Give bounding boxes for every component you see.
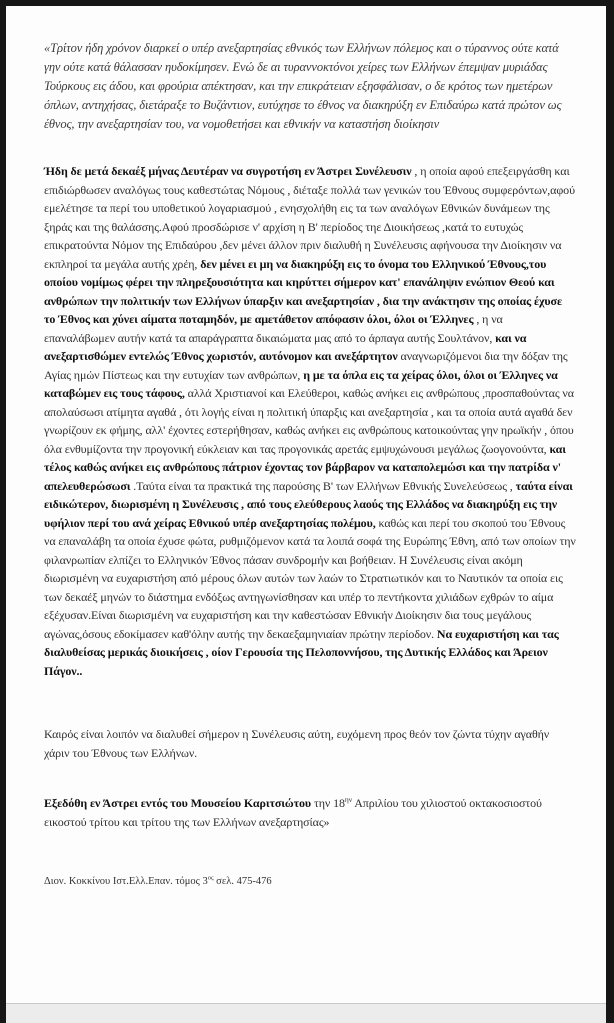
closing-paragraph bbox=[44, 725, 576, 762]
bottom-strip bbox=[6, 1003, 606, 1023]
text-run: καθώς και περί του σκοπού του Έθνους να επαναλάβη τα οποία έχυσε φώτα, ρυθμιζόμενον κατά τα λοιπά σοφά της Ευρώπης Έθνη, από των οποίων την φιλανρωπίαν ελπίζει το Ελληνικόν Έθνος πάσαν συνδρομήν και βοήθειαν. Η Συνέλευσις είναι ακόμη διωρισμένη να ευχαριστήση από μέρους όλων αυτών των λαών το Στρατιωτικόν και το Ναυτικόν τα οποία εις των δεκαέξ μηνών το διάστημα ενδόξως αντηγωνίσθησαν και υπέρ το πεντήκοντα χιλιάδων εχθρών το αίμα εξέχυσαν.Είναι διωρισμένη να ευχαριστήση και την καθεστώσαν Εθνικήν Διοίκησιν δια τους μεγάλους αγώνας,όσους εδοκίμασεν καθ'όλην αυτής την δεκαεξαμηνιαίαν πρώτην περίοδον. bbox=[44, 515, 576, 641]
opening-quote-paragraph bbox=[44, 39, 576, 134]
text-run: αλλά Χριστιανοί και Ελεύθεροι, καθώς ανήκει εις ανθρώπους ,προσπαθούντας να απολαύσωσι ατίμητα αγαθά , ότι λογής είναι η πολιτική ύπαρξις και ανεξαρτησία , και τα οποία αυτά αγαθά δεν γνωρίζουν εκ φήμης, αλλ' έχοντες εστερήθησαν, καθώς ανήκει εις ανθρώπους κατοικούντας γην ηρωϊκήν , όπου όλα ενθυμίζοντα την προγονική εύκλειαν και τας προγονικάς αρετάς εμψυχώνουσι μεγάλως ζωογονούντα, bbox=[44, 386, 574, 456]
text-run: Απριλίου του χιλιοστού οκτακοσιοστού εικοστού τρίτου και τρίτου της των Ελλήνων ανεξαρτησίας» bbox=[44, 796, 542, 829]
text-run: Ήδη δε μετά δεκαέξ μήνας Δευτέραν να συγροτήση εν Άστρει Συνέλευσιν bbox=[44, 164, 415, 178]
text-run: την 18 bbox=[311, 796, 345, 810]
source-reference bbox=[44, 873, 576, 892]
text-run: Εξεδόθη εν Άστρει εντός του Μουσείου Καριτσιώτου bbox=[44, 796, 312, 810]
text-run: Διον. Κοκκίνου Ιστ.Ελλ.Επαν. τόμος 3 bbox=[44, 876, 208, 887]
text-run: δεν μένει ει μη να διακηρύξη εις το όνομα του Ελληνικού Έθνους,του οποίου νομίμως φέρει την πληρεξουσιότητα και κηρύττει σήμερον κατ' επανάληψιν ενώπιον Θεού και ανθρώπων την πολιτικήν των Ελλήνων ύπαρξιν και ανεξαρτησίαν , δια την ανάκτησιν της οποίας έχυσε το Έθνος και χύνει αίματα ποταμηδόν, με αμετάθετον απόφασιν όλοι, όλοι οι Έλληνες bbox=[44, 256, 562, 326]
text-run: Καιρός είναι λοιπόν να διαλυθεί σήμερον η Συνέλευσις αύτη, ευχόμενη προς θεόν τον ζώντα τύχην αγαθήν χάριν του Έθνους των Ελλήνων. bbox=[44, 727, 550, 760]
text-run: αναγνωριζόμενοι δια την δόξαν της Αγίας ημών Πίστεως και την ευτυχίαν των ανθρώπων, bbox=[44, 349, 568, 382]
text-run: Να ευχαριστήση και τας διαλυθείσας μερικάς διοικήσεις , οίον Γερουσία της Πελοποννήσου, της Δυτικής Ελλάδος και Άρειον Πάγον.. bbox=[44, 626, 559, 678]
text-run: , η οποία αφού επεξειργάσθη και επιδιώρθωσεν αναλόγως τους καθεστώτας Νόμους , διέταξε πολλά των γενικών του Έθνους συμφερόντων,αφού εμελέτησε τα περί του υποθετικού λογαριασμού , ενησχολήθη εις τα των αναλόγων Εθνικών δυνάμεων της ξηράς και της θαλάσσης.Αφού προσδώρισε ν' αρχίση η Β' περίοδος τηε Διοικήσεως ,κατά το ευτυχώς επικρατούντα Νόμον της Επιδαύρου ,δεν μένει άλλον πριν διαλυθή η Συνέλευσις αφήνουσα την Διοίκησιν να εκπληροί τα μεγάλα αυτής χρέη, bbox=[44, 164, 575, 271]
main-body-paragraph bbox=[44, 162, 576, 680]
text-run: η με τα όπλα εις τα χείρας όλοι, όλοι οι Έλληνες να καταβώμεν εις τους τάφους, bbox=[44, 367, 558, 400]
text-run: και να ανεξαρτισθώμεν εντελώς Έθνος χωριστόν, αυτόνομον και ανεξάρτητον bbox=[44, 330, 527, 363]
issuance-paragraph bbox=[44, 794, 576, 831]
text-run: σελ. 475-476 bbox=[213, 876, 272, 887]
text-run: και τέλος καθώς ανήκει εις ανθρώπους πάτριον έχοντας τον βάρβαρον να καταπολεμώσι και την πατρίδα ν' απελευθερώσωσι bbox=[44, 441, 566, 493]
text-run: ος bbox=[207, 874, 214, 882]
document-page bbox=[6, 6, 606, 1004]
text-run: .Ταύτα είναι τα πρακτικά της παρούσης Β' των Ελλήνων Εθνικής Συνελεύσεως , bbox=[133, 478, 516, 493]
text-run: , η να επαναλάβωμεν αυτήν κατά τα απαράγραπτα δικαιώματα μας από το άρπαγα αυτής Σουλτάνον, bbox=[44, 312, 503, 345]
text-run: ην bbox=[344, 795, 352, 804]
text-run: «Τρίτον ήδη χρόνον διαρκεί ο υπέρ ανεξαρτησίας εθνικός των Ελλήνων πόλεμος και ο τύραννος ούτε κατά γην ούτε κατά θάλασσαν ηυδοκίμησεν. Ενώ δε αι τυραννοκτόνοι χείρες των Ελλήνων έπεμψαν μυριάδας Τούρκους εις άδου, και φρούρια απέκτησαν, και την επικράτειαν εξησφάλισαν, ο δε κρότος των ημετέρων όπλων, αντηχήσας, διετάραξε το Βυζάντιον, ευτύχησε το έθνος να διακηρύξη εν Επιδαύρω κατά πρώτον ως έθνος, την ανεξαρτησίαν του, να νομοθετήσει και εθνικήν να καταστήση διοίκησιν bbox=[44, 41, 562, 131]
text-run: ταύτα είναι ειδικώτερον, διωρισμένη η Συνέλευσις , από τους ελεύθερους λαούς της Ελλάδος να διακηρύξη εις την υφήλιον περί του ανά χείρας Εθνικού υπέρ ανεξαρτησίας πολέμου, bbox=[44, 478, 573, 530]
